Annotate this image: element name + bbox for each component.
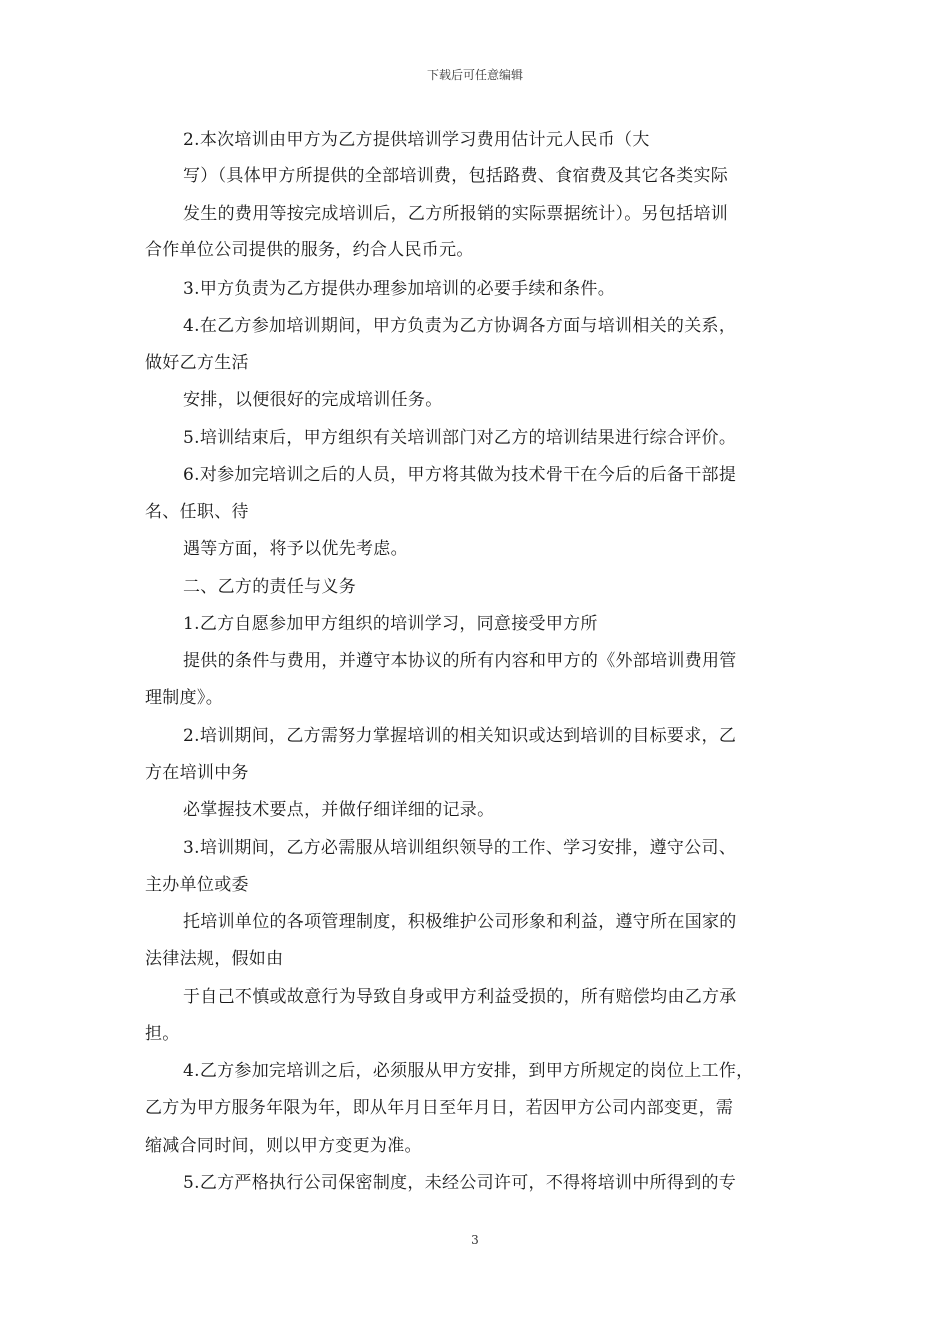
text-line: 必掌握技术要点，并做仔细详细的记录。: [183, 800, 495, 820]
text-line: 写）（具体甲方所提供的全部培训费，包括路费、食宿费及其它各类实际: [183, 166, 729, 186]
text-line: 4.乙方参加完培训之后，必须服从甲方安排，到甲方所规定的岗位上工作，: [183, 1061, 754, 1081]
text-line: 方在培训中务: [145, 763, 249, 783]
text-line: 1.乙方自愿参加甲方组织的培训学习，同意接受甲方所: [183, 614, 598, 634]
text-line: 5.培训结束后，甲方组织有关培训部门对乙方的培训结果进行综合评价。: [183, 428, 737, 448]
text-line: 发生的费用等按完成培训后，乙方所报销的实际票据统计）。另包括培训: [183, 204, 729, 224]
section-heading: 二、乙方的责任与义务: [183, 577, 356, 597]
text-line: 担。: [145, 1024, 180, 1044]
text-line: 托培训单位的各项管理制度，积极维护公司形象和利益，遵守所在国家的: [183, 912, 737, 932]
text-line: 乙方为甲方服务年限为年，即从年月日至年月日，若因甲方公司内部变更，需: [145, 1098, 734, 1118]
page-number: 3: [471, 1233, 479, 1247]
text-line: 2.培训期间，乙方需努力掌握培训的相关知识或达到培训的目标要求，乙: [183, 726, 737, 746]
text-line: 2.本次培训由甲方为乙方提供培训学习费用估计元人民币（大: [183, 130, 650, 150]
text-line: 名、任职、待: [145, 502, 249, 522]
text-line: 6.对参加完培训之后的人员，甲方将其做为技术骨干在今后的后备干部提: [183, 465, 737, 485]
text-line: 于自己不慎或故意行为导致自身或甲方利益受损的，所有赔偿均由乙方承: [183, 987, 737, 1007]
text-line: 做好乙方生活: [145, 353, 249, 373]
text-line: 5.乙方严格执行公司保密制度，未经公司许可，不得将培训中所得到的专: [183, 1173, 737, 1193]
text-line: 主办单位或委: [145, 875, 249, 895]
text-line: 遇等方面，将予以优先考虑。: [183, 539, 408, 559]
text-line: 4.在乙方参加培训期间，甲方负责为乙方协调各方面与培训相关的关系，: [183, 316, 737, 336]
text-line: 缩减合同时间，则以甲方变更为准。: [145, 1136, 422, 1156]
text-line: 理制度》。: [145, 688, 223, 708]
text-line: 3.培训期间，乙方必需服从培训组织领导的工作、学习安排，遵守公司、: [183, 838, 737, 858]
text-line: 法律法规，假如由: [145, 949, 284, 969]
text-line: 3.甲方负责为乙方提供办理参加培训的必要手续和条件。: [183, 279, 616, 299]
text-line: 安排，以便很好的完成培训任务。: [183, 390, 443, 410]
header-note: 下载后可任意编辑: [426, 68, 523, 82]
text-line: 合作单位公司提供的服务，约合人民币元。: [145, 240, 474, 260]
text-line: 提供的条件与费用，并遵守本协议的所有内容和甲方的《外部培训费用管: [183, 651, 737, 671]
